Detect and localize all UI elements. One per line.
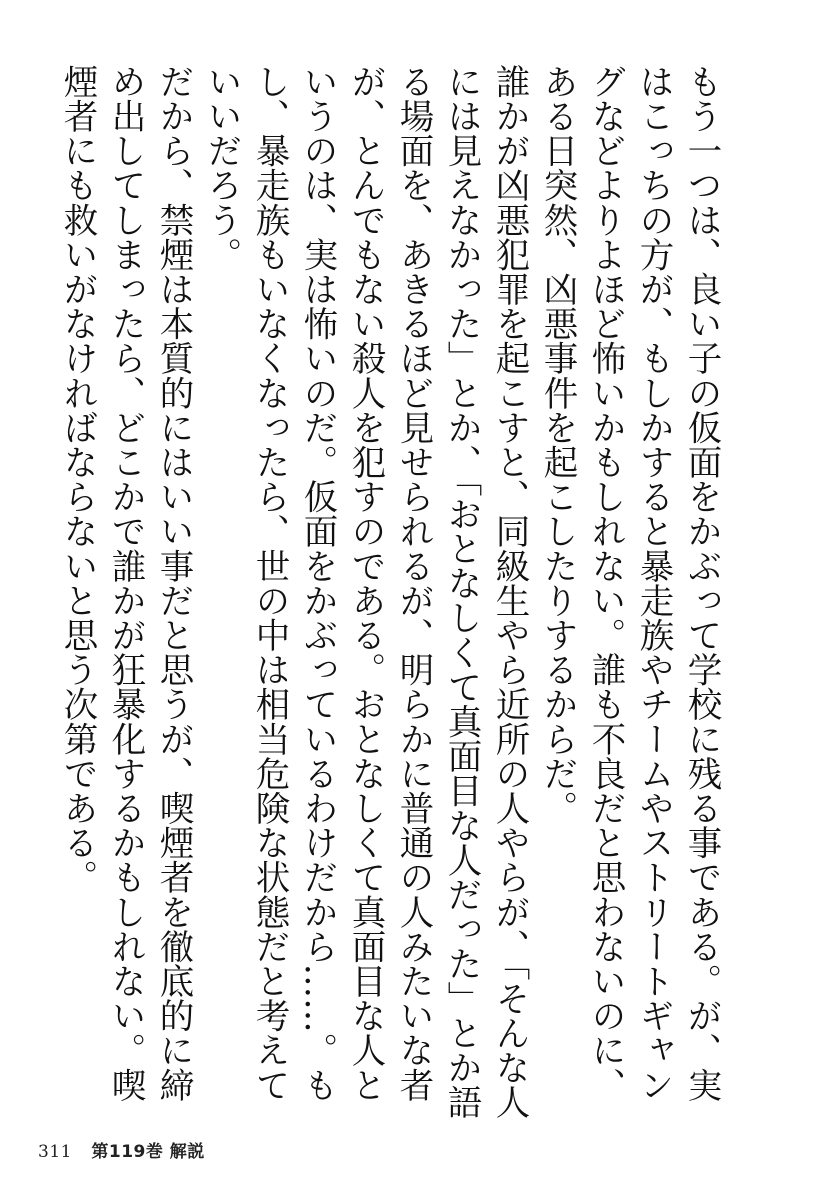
page-number: 311 — [38, 1142, 72, 1162]
paragraph-2: 誰かが凶悪犯罪を起こすと、同級生やら近所の人やらが、「そんな人には見えなかった」とか、「おとなしくて真面目な人だった」とか語る場面を、あきるほど見せられるが、明らかに普通の人みたいな者が、とんでもない殺人を犯すのである。おとなしくて真面目な人というのは、実は怖いのだ。仮面をかぶっているわけだから……。もし、暴走族もいなくなったら、世の中は相当危険な状態だと考えていいだろう。 — [201, 64, 529, 1120]
running-head: 第119巻 解説 — [91, 1142, 205, 1162]
page-footer — [38, 1137, 205, 1162]
vertical-text-body — [57, 64, 725, 1124]
paragraph-1: もう一つは、良い子の仮面をかぶって学校に残る事である。が、実はこっちの方が、もしかすると暴走族やチームやストリートギャングなどよりよほど怖いかもしれない。誰も不良だと思わないのに、ある日突然、凶悪事件を起こしたりするからだ。 — [537, 64, 721, 1102]
paragraph-3: だから、禁煙は本質的にはいい事だと思うが、喫煙者を徹底的に締め出してしまったら、どこかで誰かが狂暴化するかもしれない。喫煙者にも救いがなければならないと思う次第である。 — [57, 64, 193, 1102]
